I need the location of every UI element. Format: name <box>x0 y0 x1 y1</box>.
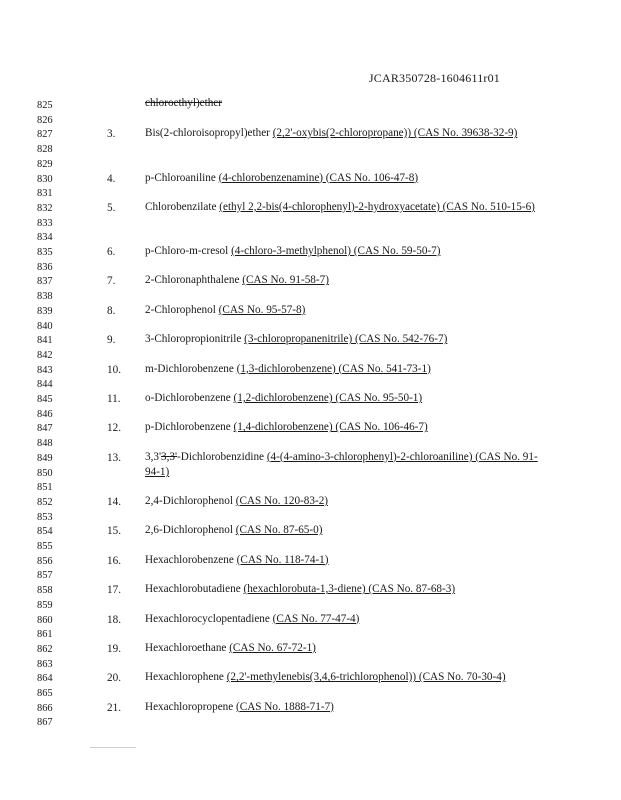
chemical-entry <box>145 494 545 510</box>
chemical-entry <box>145 303 545 319</box>
chemical-name: Bis(2-chloroisopropyl)ether <box>145 127 273 140</box>
line-number: 861 <box>37 629 53 641</box>
inserted-text: (CAS No. 91-58-7) <box>242 274 329 287</box>
chemical-name: m-Dichlorobenzene <box>145 362 237 375</box>
chemical-entry <box>145 582 545 598</box>
line-number: 845 <box>37 394 53 405</box>
chemical-entry <box>145 420 545 436</box>
chemical-name: 2-Chlorophenol <box>145 303 219 316</box>
chemical-entry <box>145 641 545 657</box>
chemical-name: Hexachlorocyclopentadiene <box>145 612 273 625</box>
footer-rule <box>90 747 136 748</box>
line-number: 847 <box>37 423 53 435</box>
item-number: 17. <box>107 584 121 597</box>
inserted-text: (1,2-dichlorobenzene) (CAS No. 95-50-1) <box>233 392 423 404</box>
inserted-text: (hexachlorobuta-1,3-diene) (CAS No. 87-68-3) <box>243 583 456 596</box>
inserted-text: (4-chloro-3-methylphenol) (CAS No. 59-50-7) <box>231 245 441 257</box>
item-number: 3. <box>107 128 116 141</box>
line-number: 838 <box>37 291 53 303</box>
inserted-text: (CAS No. 67-72-1) <box>229 641 316 654</box>
item-number: 20. <box>107 672 121 685</box>
line-number: 825 <box>37 100 53 111</box>
chemical-entry <box>145 553 545 569</box>
inserted-text: (CAS No. 120-83-2) <box>235 494 329 507</box>
line-number: 857 <box>37 570 53 582</box>
struck-text: chloroethyl)ether <box>145 97 223 109</box>
struck-text: 3,3' <box>161 450 178 463</box>
chemical-name: Hexachlorobutadiene <box>145 583 244 596</box>
line-number: 850 <box>37 467 53 479</box>
line-number: 842 <box>37 349 53 361</box>
chemical-name: 3-Chloropropionitrile <box>145 333 245 346</box>
inserted-text: (2,2'-oxybis(2-chloropropane)) (CAS No. 39638-32-9) <box>272 127 518 140</box>
inserted-text: (3-chloropropanenitrile) (CAS No. 542-76-7) <box>244 333 448 346</box>
chemical-entry <box>145 523 545 539</box>
line-number: 836 <box>37 261 53 273</box>
item-number: 16. <box>107 554 121 567</box>
chemical-name: Hexachlorobenzene <box>145 553 237 566</box>
line-number: 843 <box>37 364 53 376</box>
chemical-entry <box>145 612 545 628</box>
doc-id: JCAR350728-1604611r01 <box>368 71 500 85</box>
line-number: 860 <box>37 614 53 626</box>
chemical-name: 2-Chloronaphthalene <box>145 274 243 287</box>
line-number: 841 <box>37 335 53 347</box>
inserted-text: (4-chlorobenzenamine) (CAS No. 106-47-8) <box>218 171 419 184</box>
item-number: 13. <box>107 451 121 464</box>
line-number: 867 <box>37 717 53 729</box>
line-number: 837 <box>37 276 53 288</box>
item-number: 4. <box>107 172 116 185</box>
chemical-name: Chlorobenzilate <box>145 200 220 213</box>
item-number: 5. <box>107 201 116 214</box>
chemical-entry <box>145 391 545 407</box>
inserted-text: (CAS No. 95-57-8) <box>218 303 306 316</box>
line-number: 856 <box>37 555 53 567</box>
chemical-entry <box>145 700 545 716</box>
chemical-name: 3,3' <box>145 450 162 463</box>
inserted-text: (4-(4-amino-3-chlorophenyl)-2-chloroaniline) (CAS No. 91-94-1) <box>145 450 538 479</box>
item-number: 21. <box>107 701 121 714</box>
chemical-entry <box>145 273 545 289</box>
line-number: 859 <box>37 599 53 611</box>
line-number: 858 <box>37 585 53 597</box>
top-fragment <box>145 96 545 112</box>
chemical-name: p-Dichlorobenzene <box>145 421 234 434</box>
line-number: 831 <box>37 188 53 200</box>
item-number: 8. <box>107 304 116 317</box>
chemical-entry <box>145 362 545 378</box>
line-number: 862 <box>37 643 53 655</box>
line-number: 848 <box>37 438 53 450</box>
chemical-entry <box>145 171 545 187</box>
line-number: 851 <box>37 482 53 494</box>
line-number: 830 <box>37 173 53 185</box>
chemical-entry <box>145 200 545 216</box>
chemical-entry <box>145 244 545 260</box>
chemical-entry <box>145 126 545 142</box>
inserted-text: (CAS No. 1888-71-7) <box>236 700 334 713</box>
chemical-name: Hexachlorophene <box>145 671 227 684</box>
chemical-name: -Dichlorobenzidine <box>177 450 267 463</box>
line-number: 829 <box>37 158 53 170</box>
line-number: 834 <box>37 232 53 244</box>
chemical-name: Hexachloroethane <box>145 641 230 654</box>
line-number: 855 <box>37 541 53 552</box>
inserted-text: (1,3-dichlorobenzene) (CAS No. 541-73-1) <box>236 362 431 375</box>
chemical-entry <box>145 450 545 481</box>
line-number: 832 <box>37 202 53 214</box>
chemical-name: Hexachloropropene <box>145 700 237 713</box>
inserted-text: (2,2'-methylenebis(3,4,6-trichlorophenol)) (CAS No. 70-30-4) <box>226 671 506 684</box>
line-number: 854 <box>37 526 53 538</box>
inserted-text: (CAS No. 118-74-1) <box>236 553 329 566</box>
line-number: 828 <box>37 144 53 156</box>
line-number: 833 <box>37 217 53 229</box>
item-number: 12. <box>107 422 121 435</box>
line-number: 852 <box>37 496 53 508</box>
line-number: 849 <box>37 452 53 464</box>
chemical-name: o-Dichlorobenzene <box>145 392 234 404</box>
line-number: 865 <box>37 688 53 699</box>
line-number: 866 <box>37 702 53 714</box>
line-number: 840 <box>37 320 53 332</box>
item-number: 19. <box>107 642 121 655</box>
chemical-name: p-Chloroaniline <box>145 171 219 184</box>
item-number: 11. <box>107 393 121 405</box>
chemical-name: 2,4-Dichlorophenol <box>145 494 236 507</box>
item-number: 9. <box>107 334 116 347</box>
item-number: 15. <box>107 525 121 538</box>
line-number: 826 <box>37 114 53 126</box>
item-number: 6. <box>107 246 116 258</box>
inserted-text: (CAS No. 77-47-4) <box>272 612 360 625</box>
line-number: 844 <box>37 379 53 391</box>
inserted-text: (CAS No. 87-65-0) <box>235 524 323 537</box>
line-number: 839 <box>37 305 53 317</box>
item-number: 14. <box>107 495 121 508</box>
line-number: 864 <box>37 673 53 685</box>
line-number: 835 <box>37 247 53 258</box>
chemical-entry <box>145 332 545 348</box>
chemical-name: 2,6-Dichlorophenol <box>145 524 236 537</box>
item-number: 18. <box>107 613 121 626</box>
line-number: 863 <box>37 658 53 670</box>
item-number: 7. <box>107 275 116 288</box>
line-number: 853 <box>37 511 53 523</box>
line-number: 846 <box>37 408 53 420</box>
chemical-entry <box>145 670 545 686</box>
inserted-text: (1,4-dichlorobenzene) (CAS No. 106-46-7) <box>233 421 428 434</box>
line-number: 827 <box>37 129 53 141</box>
chemical-name: p-Chloro-m-cresol <box>145 245 232 257</box>
inserted-text: (ethyl 2,2-bis(4-chlorophenyl)-2-hydroxyacetate) (CAS No. 510-15-6) <box>219 200 535 213</box>
item-number: 10. <box>107 363 121 376</box>
